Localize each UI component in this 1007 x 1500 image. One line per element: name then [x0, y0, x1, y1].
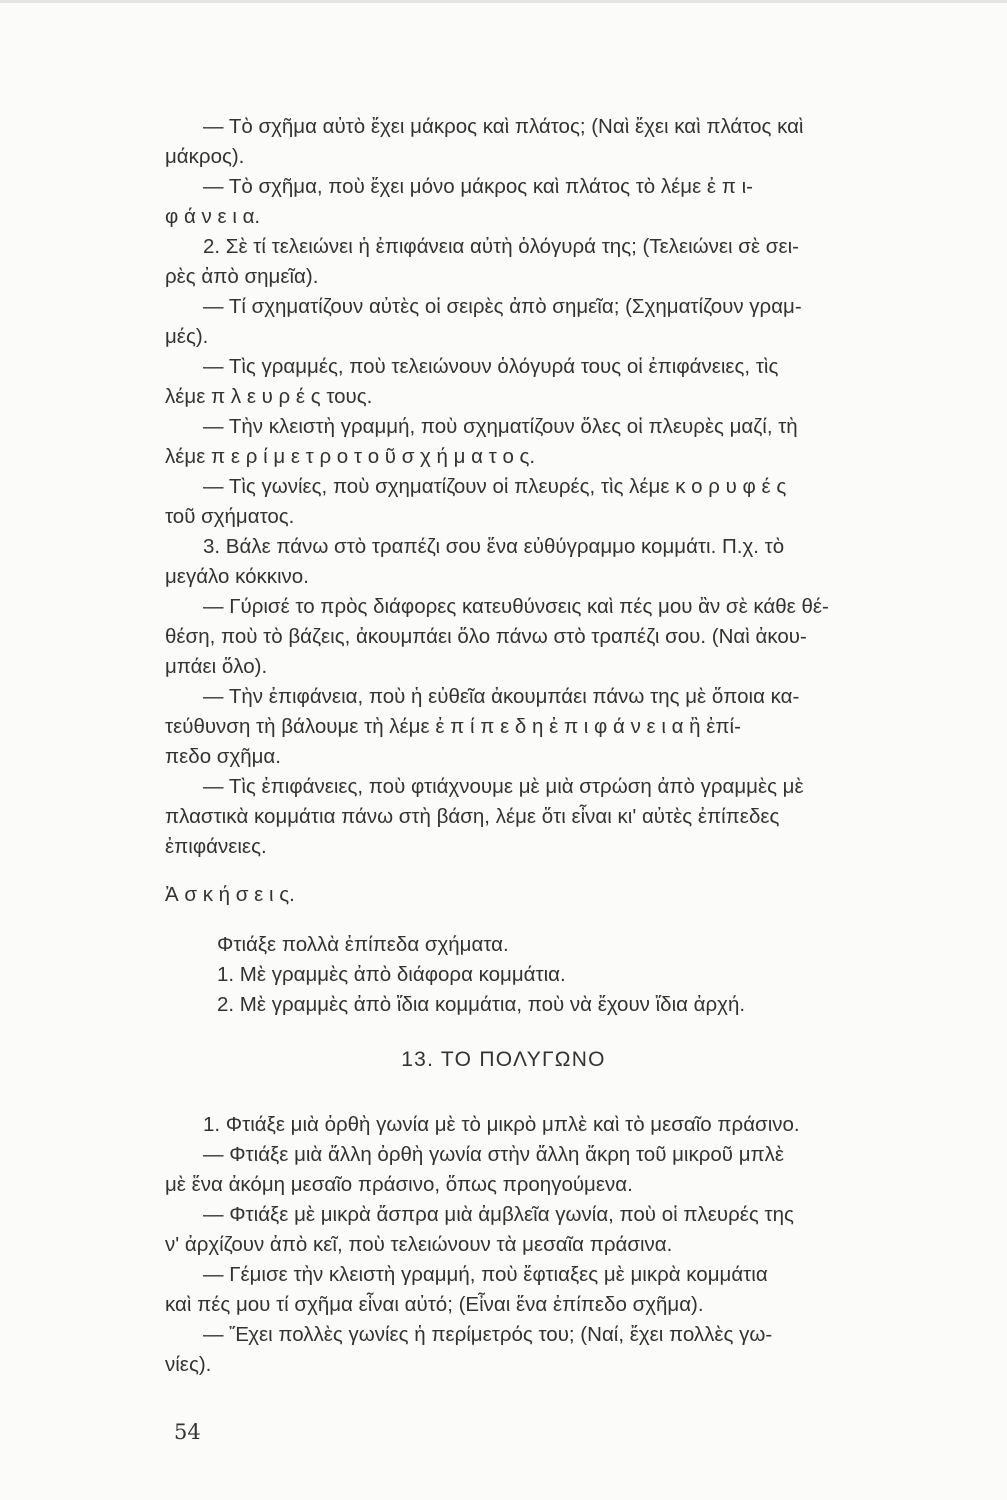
text-line: — Ἔχει πολλὲς γωνίες ἡ περίμετρός του; (Ναί, ἔχει πολλὲς γω- [203, 1323, 773, 1346]
text-line: — Τὴν κλειστὴ γραμμή, ποὺ σχηματίζουν ὅλες οἱ πλευρὲς μαζί, τὴ [203, 415, 798, 438]
text-line: ἐπιφάνειες. [165, 835, 267, 858]
text-line: ρὲς ἀπὸ σημεῖα). [165, 265, 319, 288]
text-line: — Γύρισέ το πρὸς διάφορες κατευθύνσεις καὶ πές μου ἂν σὲ κάθε θέ- [203, 595, 829, 618]
text-line: μπάει ὅλο). [165, 655, 268, 678]
text-line: — Τὶς ἐπιφάνειες, ποὺ φτιάχνουμε μὲ μιὰ στρώση ἀπὸ γραμμὲς μὲ [203, 775, 804, 798]
exercises-title: Ἀ σ κ ή σ ε ι ς. [165, 883, 295, 906]
section-heading: 13. ΤΟ ΠΟΛΥΓΩΝΟ [401, 1048, 606, 1071]
text-line: — Τὶς γωνίες, ποὺ σχηματίζουν οἱ πλευρές, τὶς λέμε κ ο ρ υ φ έ ς [203, 475, 787, 498]
scan-edge [0, 0, 1007, 3]
text-line: — Φτιάξε μὲ μικρὰ ἄσπρα μιὰ ἀμβλεῖα γωνία, ποὺ οἱ πλευρές της [203, 1203, 794, 1226]
text-line: 1. Φτιάξε μιὰ ὀρθὴ γωνία μὲ τὸ μικρὸ μπλὲ καὶ τὸ μεσαῖο πράσινο. [203, 1113, 800, 1136]
exercises-block [165, 880, 980, 1020]
text-line: θέση, ποὺ τὸ βάζεις, ἀκουμπάει ὅλο πάνω στὸ τραπέζι σου. (Ναὶ ἀκου- [165, 625, 807, 648]
text-line: μὲ ἕνα ἀκόμη μεσαῖο πράσινο, ὅπως προηγούμενα. [165, 1173, 633, 1196]
exercises-intro: Φτιάξε πολλὰ ἐπίπεδα σχήματα. [217, 933, 509, 956]
text-line: τεύθυνση τὴ βάλουμε τὴ λέμε ἐ π ί π ε δ η ἐ π ι φ ά ν ε ι α ἢ ἐπί- [165, 715, 741, 738]
text-line: φ ά ν ε ι α. [165, 205, 261, 228]
text-line: — Τὸ σχῆμα, ποὺ ἔχει μόνο μάκρος καὶ πλάτος τὸ λέμε ἐ π ι- [203, 175, 753, 198]
text-line: — Τὴν ἐπιφάνεια, ποὺ ἡ εὐθεῖα ἀκουμπάει πάνω της μὲ ὅποια κα- [203, 685, 800, 708]
text-line: μάκρος). [165, 145, 245, 168]
text-line: ν' ἀρχίζουν ἀπὸ κεῖ, ποὺ τελειώνουν τὰ μεσαῖα πράσινα. [165, 1233, 673, 1256]
text-line: — Τὶς γραμμές, ποὺ τελειώνουν ὁλόγυρά τους οἱ ἐπιφάνειες, τὶς [203, 355, 779, 378]
text-line: τοῦ σχήματος. [165, 505, 295, 528]
text-line: — Φτιάξε μιὰ ἄλλη ὀρθὴ γωνία στὴν ἄλλη ἄκρη τοῦ μικροῦ μπλὲ [203, 1143, 785, 1166]
exercise-item: 1. Μὲ γραμμὲς ἀπὸ διάφορα κομμάτια. [217, 963, 566, 986]
text-line: — Γέμισε τὴν κλειστὴ γραμμή, ποὺ ἔφτιαξες μὲ μικρὰ κομμάτια [203, 1263, 768, 1286]
text-line: πεδο σχῆμα. [165, 745, 281, 768]
text-line: πλαστικὰ κομμάτια πάνω στὴ βάση, λέμε ὅτι εἶναι κι' αὐτὲς ἐπίπεδες [165, 805, 780, 828]
text-line: καὶ πές μου τί σχῆμα εἶναι αὐτό; (Εἶναι ἕνα ἐπίπεδο σχῆμα). [165, 1293, 704, 1316]
bottom-text-block [165, 1110, 980, 1380]
top-text-block [165, 112, 980, 862]
text-line: λέμε π ε ρ ί μ ε τ ρ ο τ ο ῦ σ χ ή μ α τ ο ς. [165, 445, 536, 468]
text-line: — Τί σχηματίζουν αὐτὲς οἱ σειρὲς ἀπὸ σημεῖα; (Σχηματίζουν γραμ- [203, 295, 802, 318]
text-line: νίες). [165, 1353, 212, 1376]
text-line: μεγάλο κόκκινο. [165, 565, 309, 588]
exercise-item: 2. Μὲ γραμμὲς ἀπὸ ἴδια κομμάτια, ποὺ νὰ ἔχουν ἴδια ἀρχή. [217, 993, 746, 1016]
page-number: 54 [174, 1420, 201, 1444]
text-line: — Τὸ σχῆμα αὐτὸ ἔχει μάκρος καὶ πλάτος; (Ναὶ ἔχει καὶ πλάτος καὶ [203, 115, 804, 138]
text-line: 3. Βάλε πάνω στὸ τραπέζι σου ἕνα εὐθύγραμμο κομμάτι. Π.χ. τὸ [203, 535, 785, 558]
text-line: λέμε π λ ε υ ρ έ ς τους. [165, 385, 373, 408]
text-line: 2. Σὲ τί τελειώνει ἡ ἐπιφάνεια αὐτὴ ὁλόγυρά της; (Τελειώνει σὲ σει- [203, 235, 799, 258]
text-line: μές). [165, 325, 209, 348]
